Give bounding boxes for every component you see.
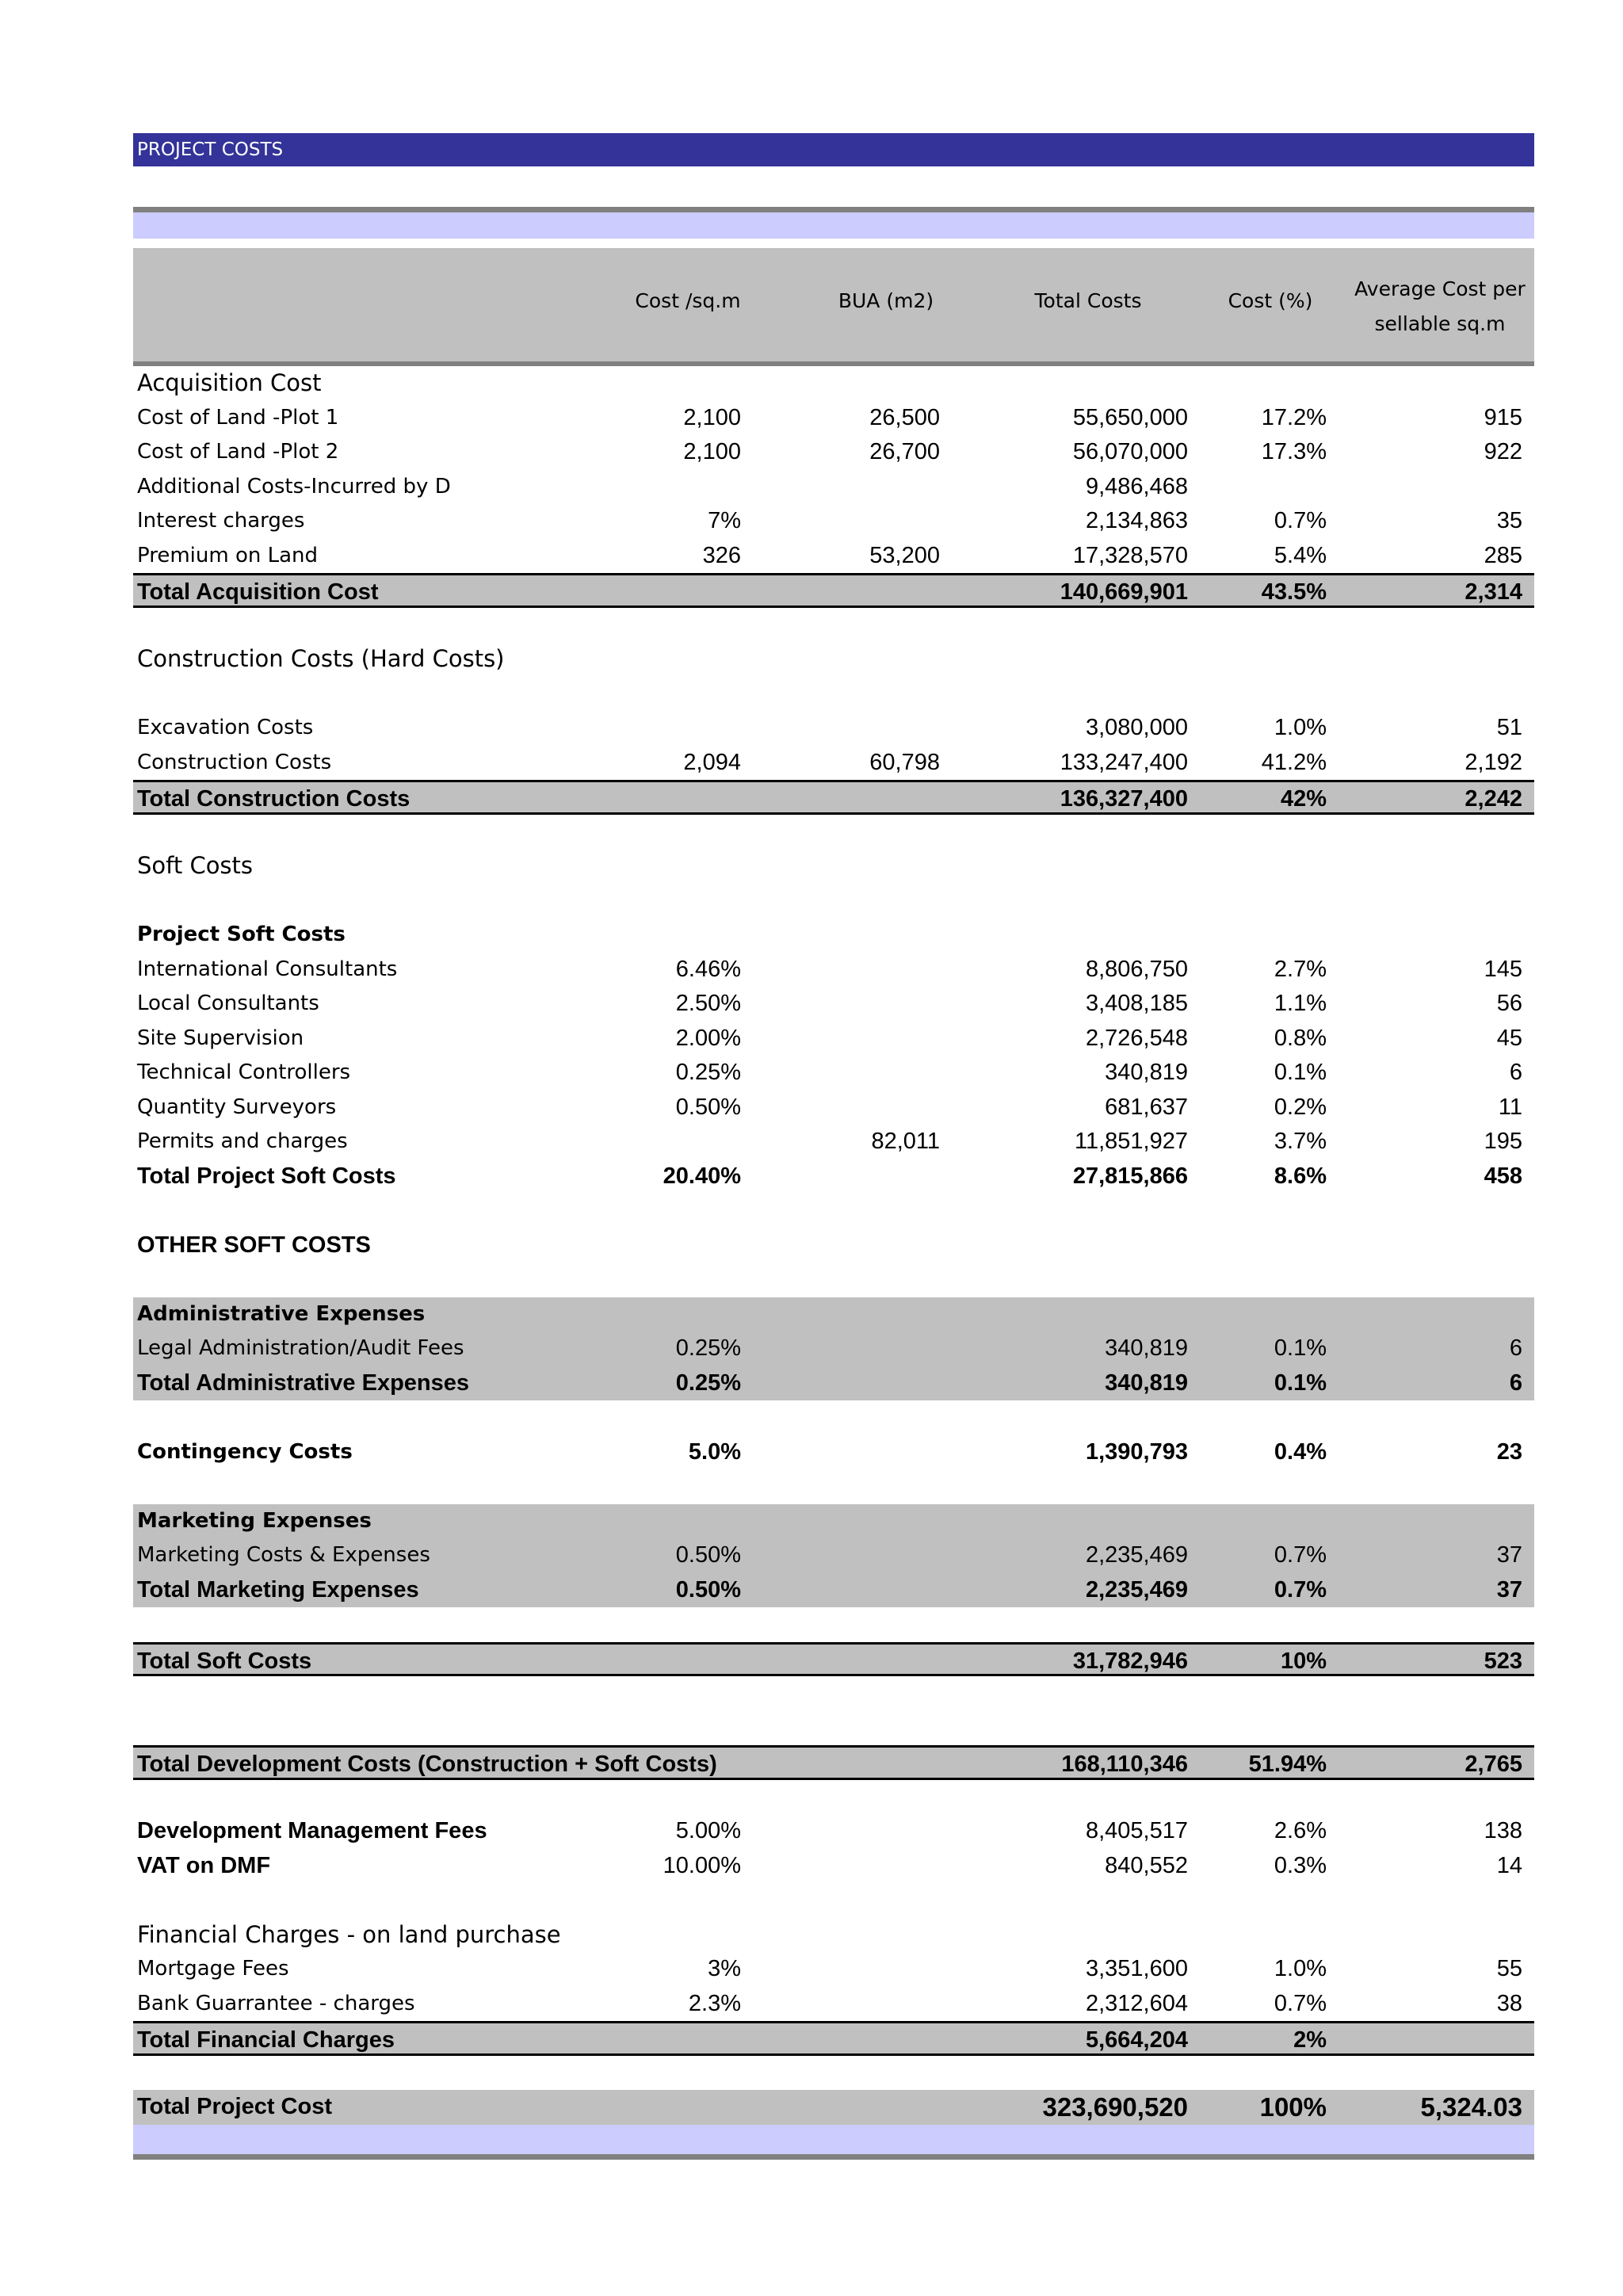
- table-row: Development Management Fees 5.00% 8,405,517 2.6% 138: [137, 1818, 1522, 1843]
- total-row: Total Construction Costs 136,327,400 42% 2,242: [133, 780, 1534, 815]
- header-bua: BUA (m2): [838, 289, 934, 312]
- column-headers: [133, 248, 1534, 366]
- table-row: Contingency Costs 5.0% 1,390,793 0.4% 23: [137, 1438, 1522, 1465]
- header-cost-sqm: Cost /sq.m: [635, 289, 741, 312]
- footer-accent-bar: [133, 2125, 1534, 2160]
- table-row: Quantity Surveyors 0.50% 681,637 0.2% 11: [137, 1094, 1522, 1120]
- header-avg-cost: Average Cost per sellable sq.m: [1354, 277, 1526, 335]
- table-row: Site Supervision 2.00% 2,726,548 0.8% 45: [137, 1025, 1522, 1051]
- table-row: Bank Guarrantee - charges 2.3% 2,312,604 0.7% 38: [137, 1990, 1522, 2016]
- total-row: Total Soft Costs 31,782,946 10% 523: [133, 1642, 1534, 1677]
- table-row: Technical Controllers 0.25% 340,819 0.1% 6: [137, 1060, 1522, 1085]
- sub-heading: Marketing Expenses: [133, 1504, 1534, 1539]
- total-row: Total Acquisition Cost 140,669,901 43.5% 2,314: [133, 573, 1534, 608]
- table-row: Cost of Land -Plot 1 2,100 26,500 55,650,000 17.2% 915: [137, 404, 1522, 430]
- table-row: Legal Administration/Audit Fees 0.25% 340,819 0.1% 6: [133, 1331, 1534, 1366]
- table-row: Permits and charges 82,011 11,851,927 3.7% 195: [137, 1129, 1522, 1154]
- table-row: Excavation Costs 3,080,000 1.0% 51: [137, 715, 1522, 740]
- page-title: PROJECT COSTS: [133, 133, 1534, 166]
- table-row: Cost of Land -Plot 2 2,100 26,700 56,070,000 17.3% 922: [137, 439, 1522, 464]
- total-row: Total Administrative Expenses 0.25% 340,819 0.1% 6: [133, 1366, 1534, 1401]
- table-row: Mortgage Fees 3% 3,351,600 1.0% 55: [137, 1956, 1522, 1981]
- table-row: International Consultants 6.46% 8,806,750 2.7% 145: [137, 956, 1522, 982]
- table-row: Local Consultants 2.50% 3,408,185 1.1% 56: [137, 991, 1522, 1016]
- total-row: Total Development Costs (Construction + Soft Costs) 168,110,346 51.94% 2,765: [133, 1745, 1534, 1780]
- sub-heading: Project Soft Costs: [137, 923, 346, 946]
- total-row: Total Financial Charges 5,664,204 2%: [133, 2021, 1534, 2056]
- header-accent-bar: [133, 207, 1534, 239]
- section-heading: Soft Costs: [137, 852, 254, 879]
- table-row: Additional Costs-Incurred by D 9,486,468: [137, 473, 1188, 499]
- sub-heading: Administrative Expenses: [133, 1297, 1534, 1332]
- table-row: Premium on Land 326 53,200 17,328,570 5.4% 285: [137, 542, 1522, 568]
- grand-total-row: Total Project Cost 323,690,520 100% 5,324.03: [133, 2090, 1534, 2125]
- table-row: Interest charges 7% 2,134,863 0.7% 35: [137, 508, 1522, 533]
- section-heading: OTHER SOFT COSTS: [137, 1232, 371, 1258]
- table-row: Construction Costs 2,094 60,798 133,247,400 41.2% 2,192: [137, 749, 1522, 775]
- section-heading: Financial Charges - on land purchase: [137, 1920, 561, 1948]
- header-total-costs: Total Costs: [1034, 289, 1142, 312]
- total-row: Total Project Soft Costs 20.40% 27,815,866 8.6% 458: [137, 1163, 1522, 1189]
- section-heading: Construction Costs (Hard Costs): [137, 645, 505, 672]
- section-heading: Acquisition Cost: [137, 369, 322, 396]
- project-costs-sheet: [133, 133, 1534, 2160]
- header-cost-pct: Cost (%): [1228, 289, 1313, 312]
- table-row: Marketing Costs & Expenses 0.50% 2,235,469 0.7% 37: [133, 1538, 1534, 1573]
- total-row: Total Marketing Expenses 0.50% 2,235,469 0.7% 37: [133, 1573, 1534, 1608]
- table-row: VAT on DMF 10.00% 840,552 0.3% 14: [137, 1852, 1522, 1878]
